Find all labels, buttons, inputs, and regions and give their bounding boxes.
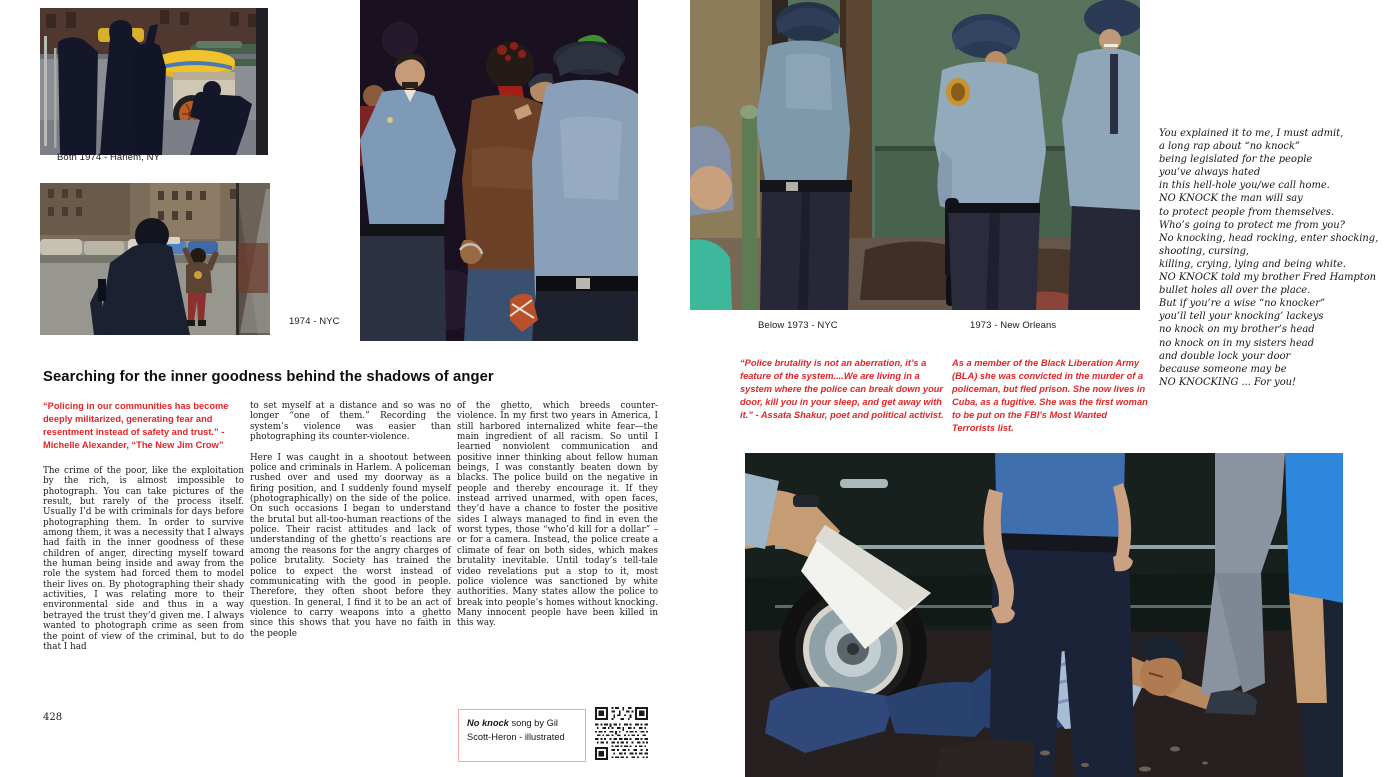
caption-nyc: 1974 - NYC bbox=[289, 316, 340, 327]
quote-michelle-alexander: “Policing in our communities has become deeply militarized, generating fear and resentment instead of safety and trust.” - Michelle Alexander, “The New Jim Crow” bbox=[43, 401, 229, 450]
qr-code-icon bbox=[595, 707, 648, 760]
body-column-3: of the ghetto, which breeds counter-violence. In my first two years in America, I still harbored internalized white fear—the main ingredient of all racism. So until I learned nonviolent communication and positive inner thinking about fellow human beings, I was constantly beaten down by blacks. The police build on the negative in people and thereby encourage it. If they instead arrived unarmed, with open faces, they’d have a chance to foster the positive sides I always managed to find in even the worst types, those “who’d kill for a dollar” – or for a camera. Instead, the police create a climate of fear on both sides, which makes brutality inevitable. Until today’s tell-tale video revelations put a stop to it, most police violence was sanctioned by white authorities. Many states allow the police to break into people’s homes without knocking. Many innocent people have been killed in this way. bbox=[457, 401, 658, 629]
quote-assata-shakur: “Police brutality is not an aberration, it’s a feature of the system....We are living in a system where the police can break down your door, kill you in your sleep, and get away with it.” - Assata Shakur, poet and political activist. bbox=[740, 358, 944, 420]
photo-harlem-arrest-illustration bbox=[360, 0, 638, 341]
poem-no-knock: You explained it to me, I must admit, a long rap about “no knock” being legislated for the people you’ve always hated in this hell-hole you/we call home. NO KNOCK the man will say to protect people from themselves. Who’s going to protect me from you? No knocking, head rocking, enter shocking, shooting, cursing, killing, crying, lying and being white. NO KNOCK told my brother Fred Hampton bullet holes all over the place. But if you’re a wise “no knocker” you’ll tell your knocking’ lackeys no knock on my brother’s head no knock on in my sisters head and double lock your door because someone may be NO KNOCKING ... For you! bbox=[1159, 128, 1379, 388]
photo-new-orleans-police bbox=[690, 0, 1140, 310]
body-column-1: The crime of the poor, like the exploitation by the rich, is almost impossible to photograph. You can take pictures of the result, but rarely of the process itself. Usually I’d be with criminals for days before photographing them. In order to survive among them, it was a necessity that I always had faith in the inner goodness of these children of anger, directing myself toward the human being inside and away from the role the system had forced them to model their lives on. By photographing their shady activities, I was relating more to their environmental side and thus in a way betrayed the trust they’d given me. I always wanted to photograph crime as seen from the point of view of the criminal, but to do that I had bbox=[43, 466, 244, 652]
footnote-song-title: No knock bbox=[467, 718, 509, 728]
photo-man-beside-car-illustration bbox=[745, 453, 1343, 777]
footnote-text: song by Gil Scott-Heron - illustrated bbox=[467, 718, 565, 742]
photo-new-orleans-police-illustration bbox=[690, 0, 1140, 310]
body-column-2: to set myself at a distance and so was no longer “one of them.” Recording the system’s violence was easier than photographing its counter-violence. Here I was caught in a shootout between police and criminals in Harlem. A policeman rushed over and used my doorway as a firing position, and I suddenly found myself (photographically) on the side of the police. On such occasions I began to understand the brutal but all-too-human reactions of the police. Their racist attitudes and lack of understanding of the ghetto’s reactions are among the reasons for the angry charges of police brutality. Society has trained the police to expect the worst instead of communicating with the good in people. Therefore, they often shoot before they question. In general, I find it to be an act of violence to carry weapons into a ghetto since this shows that you have no faith in the people bbox=[250, 401, 451, 639]
photo-nyc-street bbox=[40, 183, 270, 335]
note-black-liberation-army: As a member of the Black Liberation Army (BLA) she was convicted in the murder of a policeman, but fled prison. She now lives in Cuba, as a fugitive. She was the first woman to be put on the FBI’s Most Wanted Terrorists list. bbox=[952, 358, 1148, 433]
caption-below-nyc: Below 1973 - NYC bbox=[758, 320, 838, 331]
page-headline: Searching for the inner goodness behind the shadows of anger bbox=[43, 369, 494, 385]
page-number: 428 bbox=[43, 712, 63, 723]
footnote-box bbox=[458, 709, 586, 762]
photo-nyc-street-illustration bbox=[40, 183, 270, 335]
photo-harlem-frisk-illustration bbox=[40, 8, 268, 155]
photo-man-beside-car bbox=[745, 453, 1343, 777]
photo-harlem-frisk bbox=[40, 8, 268, 155]
qr-code-graphic bbox=[595, 707, 648, 760]
photo-harlem-arrest bbox=[360, 0, 638, 341]
caption-new-orleans: 1973 - New Orleans bbox=[970, 320, 1057, 331]
caption-harlem: Both 1974 - Harlem, NY bbox=[57, 152, 161, 163]
